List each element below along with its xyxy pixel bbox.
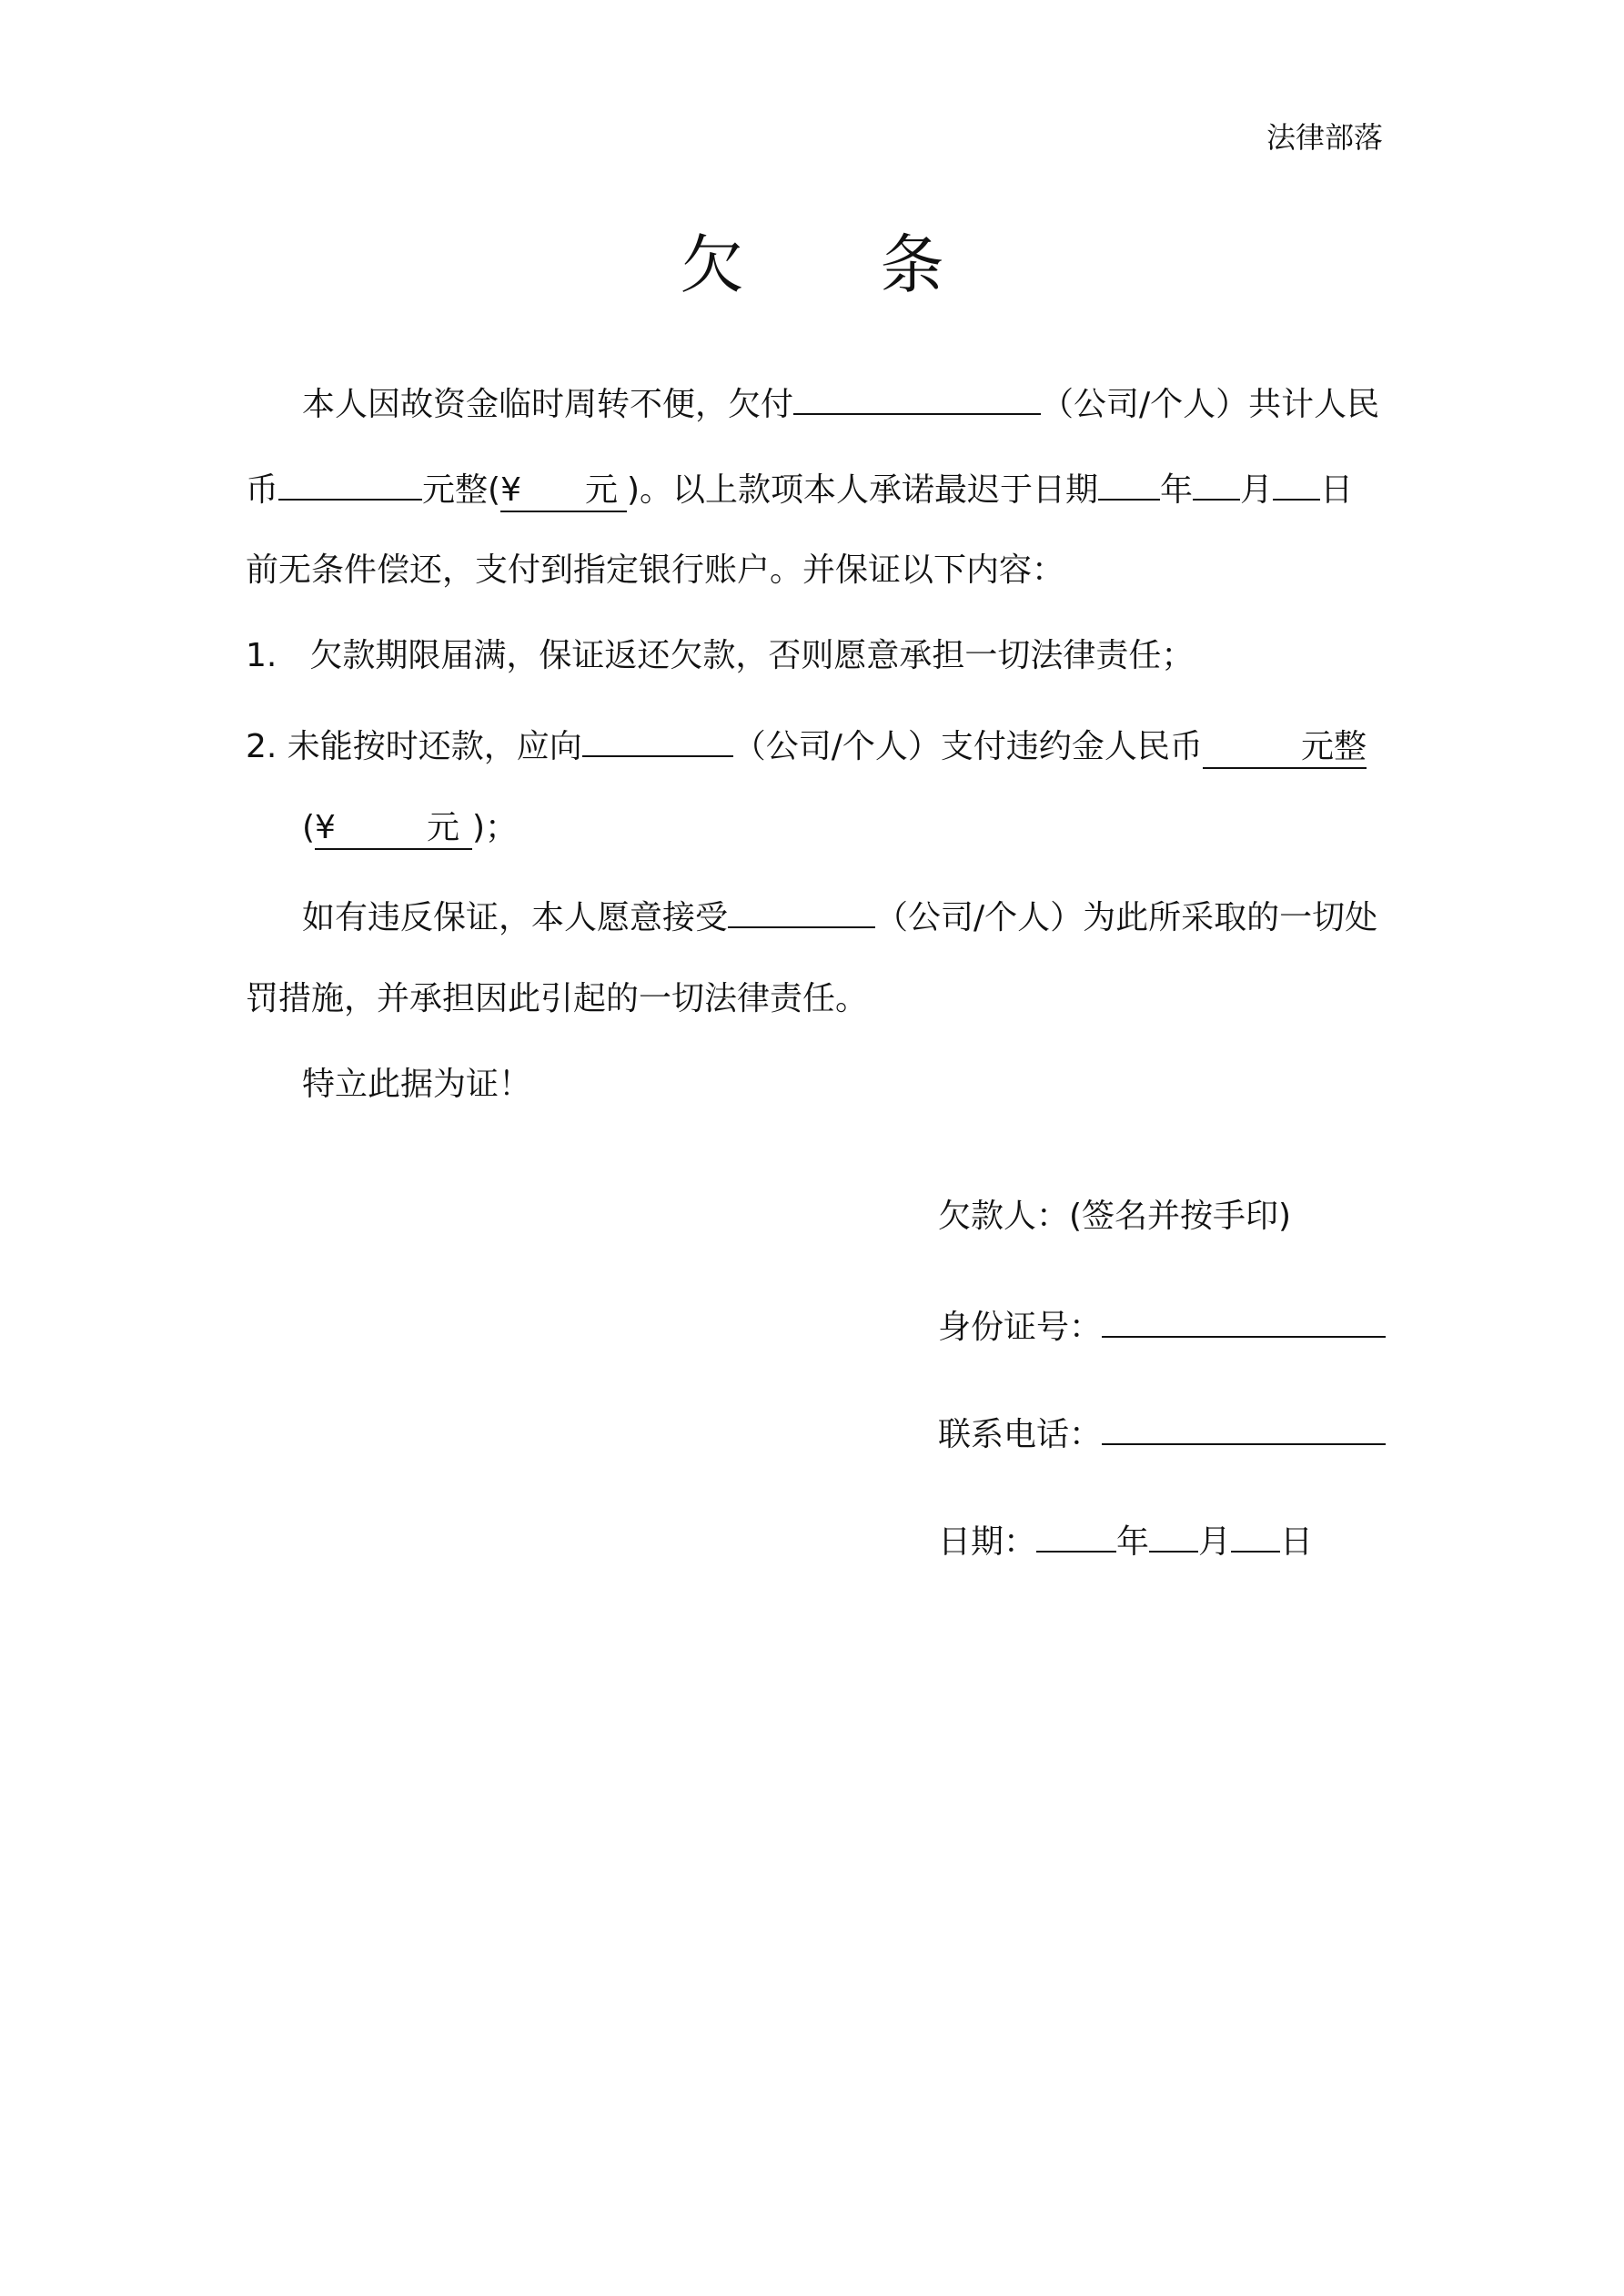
blank-penalty-payee (582, 721, 733, 757)
blank-month (1193, 464, 1240, 501)
item1-number: 1. (246, 637, 277, 674)
p2-text-c: )。以上款项本人承诺最迟于日期 (626, 471, 1099, 509)
date-day-field (1231, 1516, 1280, 1553)
id-number-row (938, 1301, 1386, 1350)
item1-text: 欠款期限届满，保证返还欠款，否则愿意承担一切法律责任； (309, 637, 1195, 674)
list-item-1 (246, 634, 1194, 678)
date-label: 日期： (938, 1523, 1037, 1561)
penalty-amount (1203, 728, 1367, 769)
paragraph-1-line-1 (302, 379, 1379, 427)
item2-text-c: 元整 (1300, 728, 1367, 765)
debtor-signature: 欠款人：(签名并按手印) (938, 1198, 1292, 1235)
phone-row (938, 1409, 1386, 1457)
date-day: 日 (1280, 1523, 1314, 1561)
list-item-2-cont (302, 806, 518, 850)
blank-punisher (728, 892, 875, 928)
date-row (938, 1516, 1313, 1564)
p4-text-a: 如有违反保证，本人愿意接受 (302, 899, 729, 936)
item2-yuan: 元 (426, 809, 459, 846)
paragraph-4-line-1 (302, 892, 1377, 940)
p1-text-b: （公司/个人）共计人民 (1041, 386, 1380, 423)
title-char-1: 欠 (680, 228, 744, 302)
paragraph-4-line-2: 罚措施，并承担因此引起的一切法律责任。 (246, 980, 869, 1017)
amount-figure (500, 471, 627, 512)
id-number-field (1102, 1301, 1386, 1338)
penalty-figure (315, 809, 472, 850)
list-item-2 (246, 721, 1367, 769)
paragraph-1-line-2 (246, 464, 1353, 512)
item2-yen: ¥ (315, 809, 336, 846)
page-title (0, 214, 1624, 306)
p2-month: 月 (1240, 471, 1274, 509)
p2-year: 年 (1160, 471, 1194, 509)
item2-open-paren: ( (302, 809, 316, 846)
p2-text-b: 元整( (422, 471, 501, 509)
date-month-field (1149, 1516, 1198, 1553)
yuan-unit: 元 (584, 471, 618, 509)
header-mark: 法律部落 (1266, 120, 1383, 155)
p4-text-b: （公司/个人）为此所采取的一切处 (875, 899, 1378, 936)
p2-text-a: 币 (246, 471, 279, 509)
date-year: 年 (1116, 1523, 1150, 1561)
paragraph-closing: 特立此据为证！ (302, 1066, 532, 1103)
phone-field (1102, 1409, 1386, 1445)
p2-day: 日 (1320, 471, 1354, 509)
date-month: 月 (1198, 1523, 1232, 1561)
item2-text-b: （公司/个人）支付违约金人民币 (732, 728, 1203, 765)
phone-label: 联系电话： (938, 1416, 1103, 1453)
blank-year (1098, 464, 1160, 501)
yen-symbol: ¥ (500, 471, 521, 509)
blank-day (1273, 464, 1320, 501)
item2-text-a: 2. 未能按时还款，应向 (246, 728, 582, 765)
id-label: 身份证号： (938, 1309, 1103, 1346)
paragraph-1-line-3: 前无条件偿还，支付到指定银行账户。并保证以下内容： (246, 551, 1065, 589)
date-year-field (1036, 1516, 1116, 1553)
blank-creditor (793, 379, 1041, 415)
p1-text-a: 本人因故资金临时周转不便，欠付 (302, 386, 794, 423)
title-char-2: 条 (880, 228, 944, 302)
item2-close: )； (471, 809, 519, 846)
blank-amount-words (278, 464, 422, 501)
